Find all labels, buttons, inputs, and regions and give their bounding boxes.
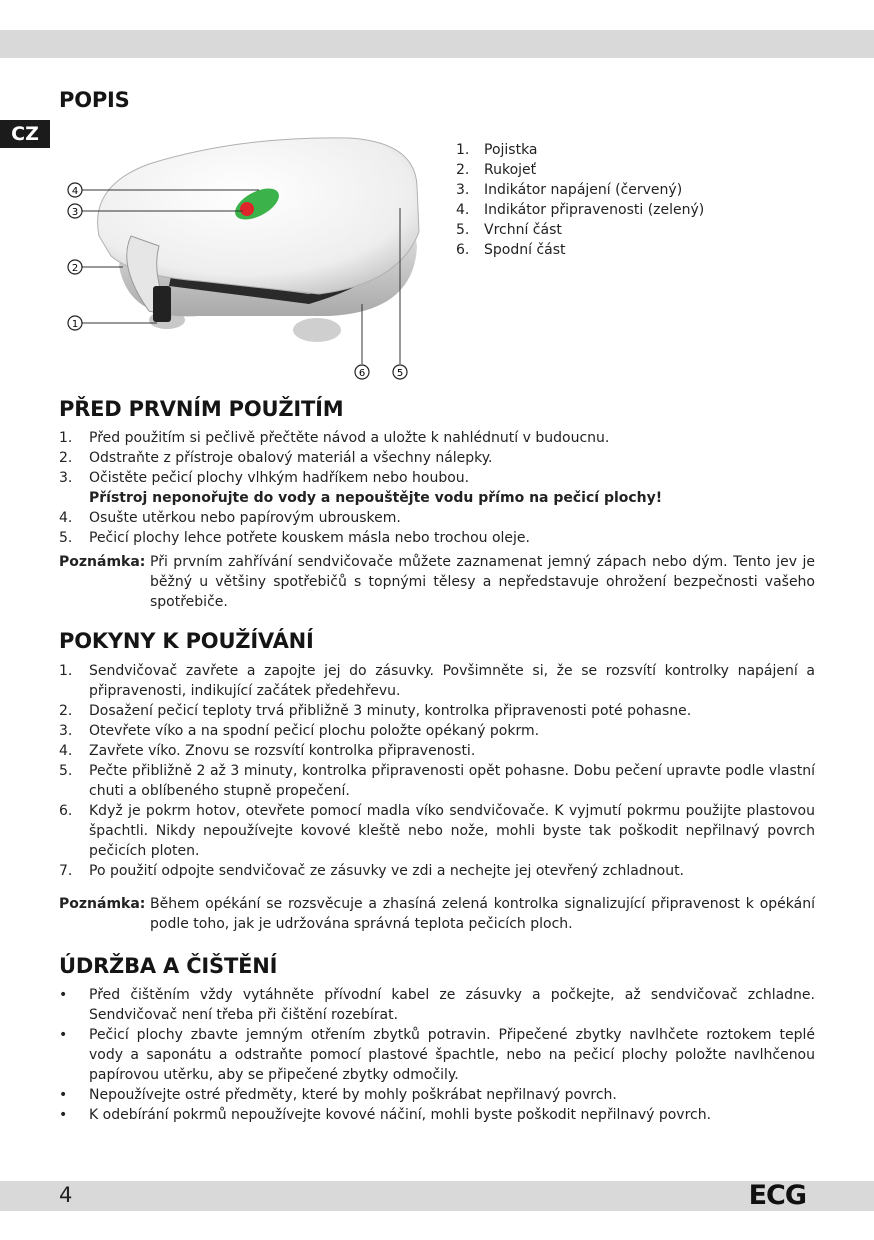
list-item: 5. Pečicí plochy lehce potřete kouskem másla nebo trochou oleje. [59,530,530,546]
note-label: Poznámka: [59,554,146,570]
note-usage [59,894,815,934]
list-item: 3. Očistěte pečicí plochy vlhkým hadříkem nebo houbou. Přístroj neponořujte do vody a nepouštějte vodu přímo na pečicí plochy! [59,468,815,508]
language-tab: CZ [0,120,50,148]
section-title-usage: POKYNY K POUŽÍVÁNÍ [59,629,314,653]
part-item: 2. Rukojeť [456,162,537,178]
list-item: 6. Když je pokrm hotov, otevřete pomocí madla víko sendvičovače. K vyjmutí pokrmu použijte plastovou špachtli. Nikdy nepoužívejte kovové kleště nebo nože, mohli byste tak poškodit nepřilnavý povrch pečicích ploten. [59,803,815,859]
bottom-gray-band [0,1181,874,1211]
brand-logo: ECG [748,1180,806,1211]
top-gray-band [0,30,874,58]
warning-text: Přístroj neponořujte do vody a nepouštějte vodu přímo na pečicí plochy! [89,490,663,506]
list-item: • Před čištěním vždy vytáhněte přívodní kabel ze zásuvky a počkejte, až sendvičovač zchladne. Sendvičovač není třeba při čištění rozebírat. [59,987,815,1023]
svg-text:1: 1 [71,319,79,330]
foot-right [293,318,341,342]
note-label: Poznámka: [59,896,146,912]
list-item: • Pečicí plochy zbavte jemným otřením zbytků potravin. Připečené zbytky navlhčete roztokem teplé vody a saponátu a odstraňte pomocí plastové špachtle, nebo na pečicí plochy položte navlhčenou papírovou utěrku, aby se připečené zbytky odmočily. [59,1027,815,1083]
list-item: 4. Osušte utěrkou nebo papírovým ubrouskem. [59,510,401,526]
callout-2 [68,260,82,274]
list-item: 3. Otevřete víko a na spodní pečicí plochu položte opékaný pokrm. [59,723,540,739]
parts-list [456,140,704,260]
sandwich-maker-figure [59,116,439,388]
list-item: 4. Zavřete víko. Znovu se rozsvítí kontrolka připravenosti. [59,743,476,759]
section-title-maintenance: ÚDRŽBA A ČIŠTĚNÍ [59,954,278,978]
power-indicator [240,202,254,216]
svg-text:3: 3 [71,207,79,218]
svg-text:5: 5 [396,368,404,379]
part-item: 5. Vrchní část [456,222,562,238]
svg-text:6: 6 [358,368,366,379]
list-item: 2. Dosažení pečicí teploty trvá přibližně 3 minuty, kontrolka připravenosti poté pohasne. [59,703,692,719]
list-item: 1. Sendvičovač zavřete a zapojte jej do zásuvky. Povšimněte si, že se rozsvítí kontrolky napájení a připravenosti, indikující začátek předehřevu. [59,663,815,699]
maintenance-list [59,985,815,1125]
svg-text:2: 2 [71,263,79,274]
section-title-before-first-use: PŘED PRVNÍM POUŽITÍM [59,397,344,421]
note-text: Při prvním zahřívání sendvičovače můžete zaznamenat jemný zápach nebo dým. Tento jev je běžný u většiny spotřebičů s topnými tělesy a nepředstavuje ohrožení bezpečnosti vašeho spotřebiče. [150,554,815,610]
usage-list [59,661,815,881]
list-item: • K odebírání pokrmů nepoužívejte kovové náčiní, mohli byste poškodit nepřilnavý povrch. [59,1107,712,1123]
note-text: Během opékání se rozsvěcuje a zhasíná zelená kontrolka signalizující připravenost k opékání podle toho, jak je udržována správná teplota pečicích ploch. [150,896,815,932]
part-item: 1. Pojistka [456,142,538,158]
note-before-first-use [59,552,815,612]
before-first-use-list [59,428,815,548]
list-item: 7. Po použití odpojte sendvičovač ze zásuvky ve zdi a nechejte jej otevřený zchladnout. [59,863,685,879]
callout-6 [355,365,369,379]
callout-4 [68,183,82,197]
svg-text:4: 4 [71,186,79,197]
callout-1 [68,316,82,330]
callout-5 [393,365,407,379]
page-number: 4 [59,1183,73,1207]
part-item: 3. Indikátor napájení (červený) [456,182,683,198]
latch [153,286,171,322]
section-title-popis: POPIS [59,88,130,112]
list-item: 1. Před použitím si pečlivě přečtěte návod a uložte k nahlédnutí v budoucnu. [59,430,610,446]
part-item: 4. Indikátor připravenosti (zelený) [456,202,705,218]
callout-3 [68,204,82,218]
list-item: 2. Odstraňte z přístroje obalový materiál a všechny nálepky. [59,450,493,466]
part-item: 6. Spodní část [456,242,566,258]
list-item: • Nepoužívejte ostré předměty, které by mohly poškrábat nepřilnavý povrch. [59,1087,617,1103]
list-item: 5. Pečte přibližně 2 až 3 minuty, kontrolka připravenosti opět pohasne. Dobu pečení upravte podle vlastní chuti a oblíbeného stupně propečení. [59,763,815,799]
